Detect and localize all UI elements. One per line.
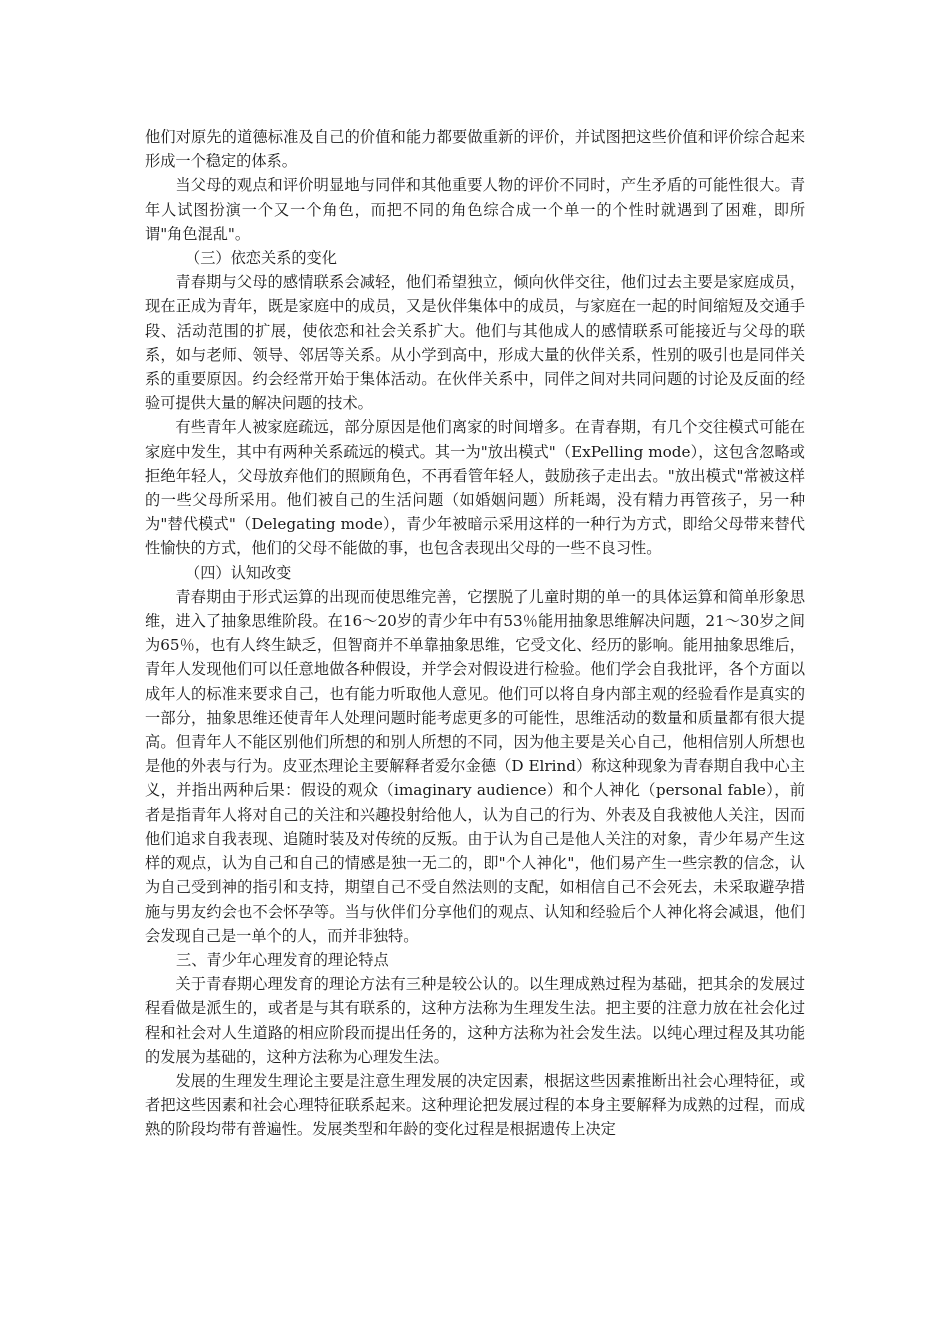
paragraph-role-confusion: 当父母的观点和评价明显地与同伴和其他重要人物的评价不同时，产生矛盾的可能性很大。青年人试图扮演一个又一个角色，而把不同的角色综合成一个单一的个性时就遇到了困难，即所谓"角色混乱"。 (145, 176, 805, 243)
paragraph-attachment: 青春期与父母的感情联系会减轻，他们希望独立，倾向伙伴交往，他们过去主要是家庭成员，现在正成为青年，既是家庭中的成员，又是伙伴集体中的成员，与家庭在一起的时间缩短及交通手段、活动范围的扩展，使依恋和社会关系扩大。他们与其他成人的感情联系可能接近与父母的联系，如与老师、领导、邻居等关系。从小学到高中，形成大量的伙伴关系，性别的吸引也是同伴关系的重要原因。约会经常开始于集体活动。在伙伴关系中，同伴之间对共同问题的讨论及反面的经验可提供大量的解决问题的技术。 (145, 273, 805, 413)
paragraph-continuation: 他们对原先的道德标准及自己的价值和能力都要做重新的评价，并试图把这些价值和评价综合起来形成一个稳定的体系。 (145, 128, 805, 171)
paragraph-theory-methods: 关于青春期心理发育的理论方法有三种是较公认的。以生理成熟过程为基础，把其余的发展过程看做是派生的，或者是与其有联系的，这种方法称为生理发生法。把主要的注意力放在社会化过程和社会对人生道路的相应阶段而提出任务的，这种方法称为社会发生法。以纯心理过程及其功能的发展为基础的，这种方法称为心理发生法。 (145, 975, 805, 1066)
paragraph-biogenetic-theory: 发展的生理发生理论主要是注意生理发展的决定因素，根据这些因素推断出社会心理特征，或者把这些因素和社会心理特征联系起来。这种理论把发展过程的本身主要解释为成熟的过程，而成熟的阶段均带有普遍性。发展类型和年龄的变化过程是根据遗传上决定 (145, 1071, 805, 1139)
document-body (145, 125, 805, 1142)
paragraph-cognitive: 青春期由于形式运算的出现而使思维完善，它摆脱了儿童时期的单一的具体运算和简单形象思维，进入了抽象思维阶段。在16～20岁的青少年中有53％能用抽象思维解决问题，21～30岁之间为65％，也有人终生缺乏，但智商并不单靠抽象思维，它受文化、经历的影响。能用抽象思维后，青年人发现他们可以任意地做各种假设，并学会对假设进行检验。他们学会自我批评，各个方面以成年人的标准来要求自己，也有能力听取他人意见。他们可以将自身内部主观的经验看作是真实的一部分，抽象思维还使青年人处理问题时能考虑更多的可能性，思维活动的数量和质量都有很大提高。但青年人不能区别他们所想的和别人所想的不同，因为他主要是关心自己，他相信别人所想也是他的外表与行为。皮亚杰理论主要解释者爱尔金德（D Elrind）称这种现象为青春期自我中心主义，并指出两种后果：假设的观众（imaginary audience）和个人神化（personal fable），前者是指青年人将对自己的关注和兴趣投射给他人，认为自己的行为、外表及自我被他人关注，因而他们追求自我表现、追随时装及对传统的反叛。由于认为自己是他人关注的对象，青少年易产生这样的观点，认为自己和自己的情感是独一无二的，即"个人神化"，他们易产生一些宗教的信念，认为自己受到神的指引和支持，期望自己不受自然法则的支配，如相信自己不会死去，未采取避孕措施与男友约会也不会怀孕等。当与伙伴们分享他们的观点、认知和经验后个人神化将会减退，他们会发现自己是一单个的人，而并非独特。 (145, 587, 805, 945)
subheading-cognitive-change: （四）认知改变 (185, 563, 292, 582)
paragraph-family-estrangement: 有些青年人被家庭疏远，部分原因是他们离家的时间增多。在青春期，有几个交往模式可能在家庭中发生，其中有两种关系疏远的模式。其一为"放出模式"（ExPelling mode），这包含忽略或拒绝年轻人，父母放弃他们的照顾角色，不再看管年轻人，鼓励孩子走出去。"放出模式"常被这样的一些父母所采用。他们被自己的生活问题（如婚姻问题）所耗竭，没有精力再管孩子，另一种为"替代模式"（Delegating mode），青少年被暗示采用这样的一种行为方式，即给父母带来替代性愉快的方式，他们的父母不能做的事，也包含表现出父母的一些不良习性。 (145, 418, 805, 558)
section-heading-theory: 三、青少年心理发育的理论特点 (176, 950, 389, 969)
subheading-attachment-change: （三）依恋关系的变化 (185, 249, 337, 268)
